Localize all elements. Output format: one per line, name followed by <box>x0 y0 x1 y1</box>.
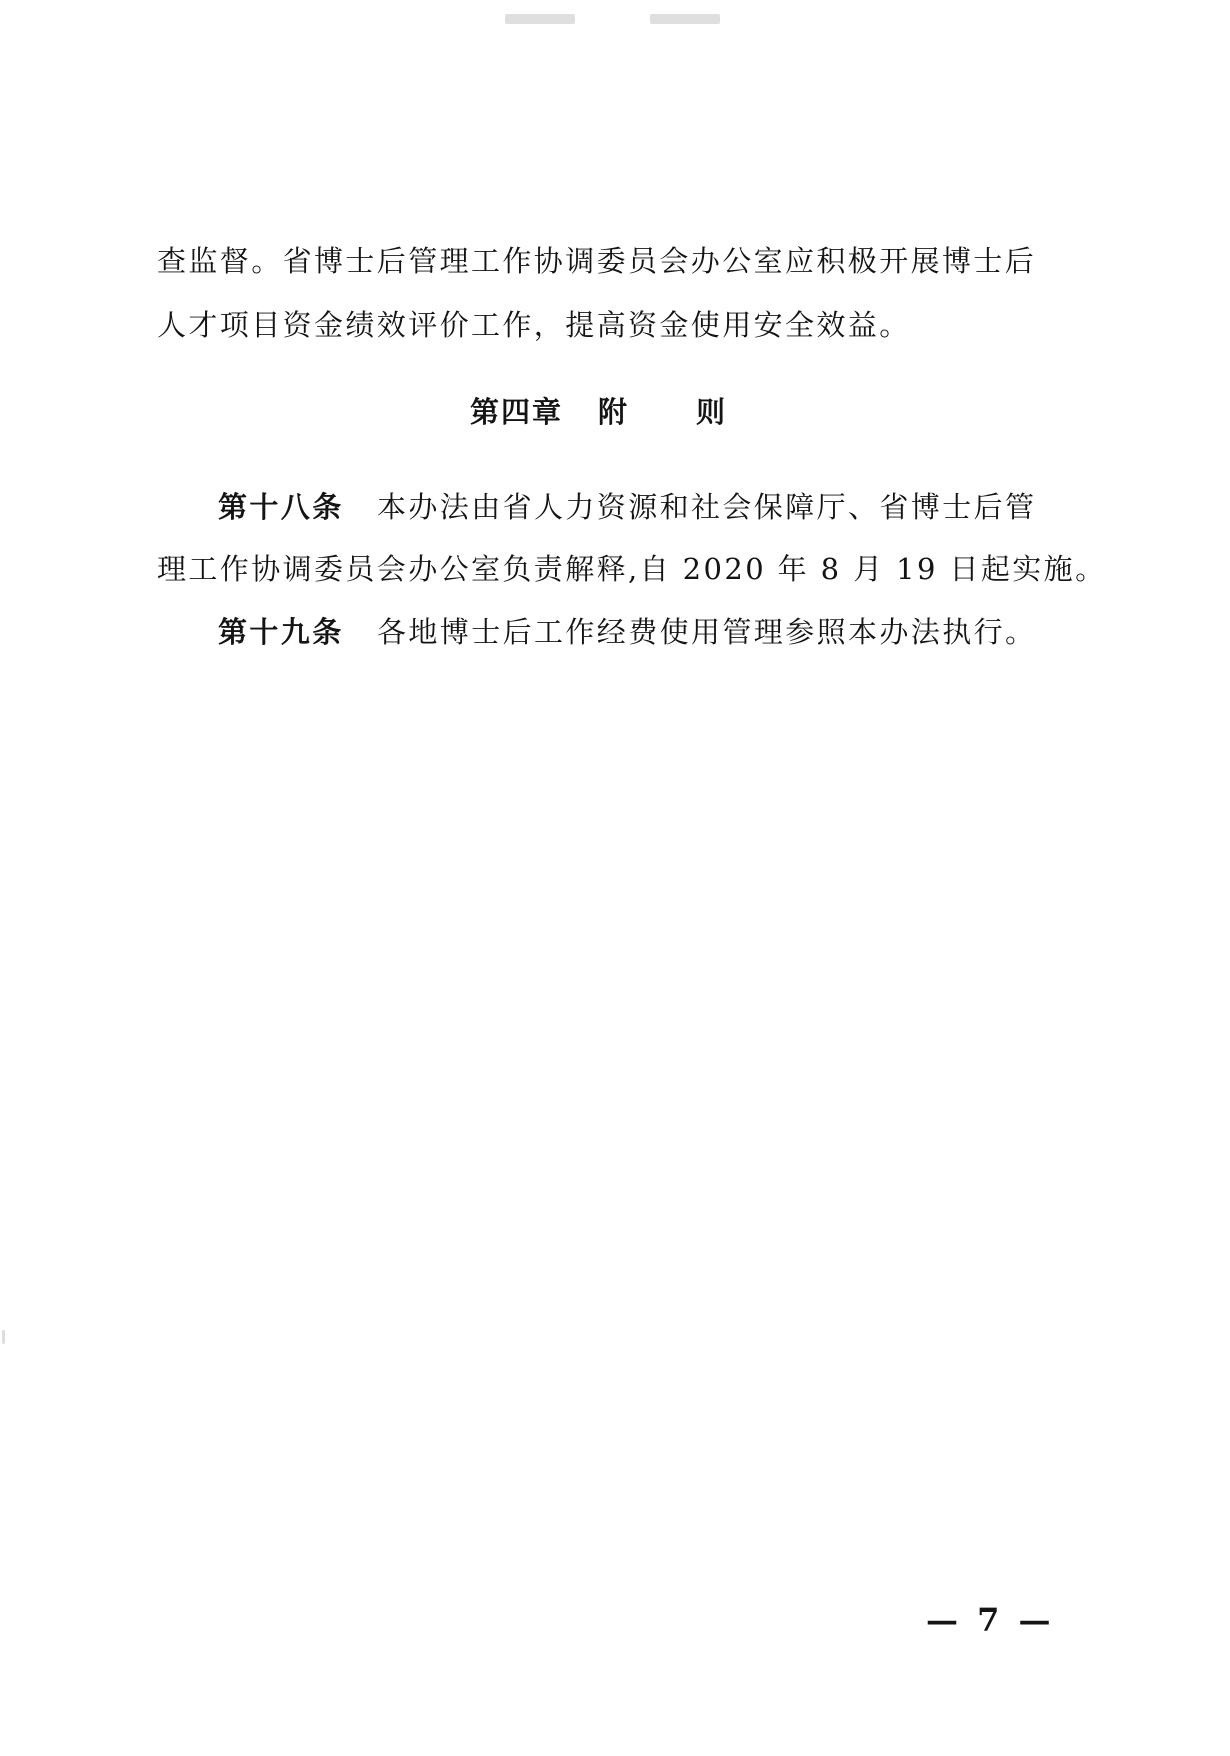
scan-mark <box>2 1330 5 1344</box>
article-19-label: 第十九条 <box>218 615 344 649</box>
scan-mark <box>505 14 575 24</box>
paragraph-line-1: 查监督。省博士后管理工作协调委员会办公室应积极开展博士后 <box>157 244 1037 278</box>
chapter-title-word-1: 附 <box>598 395 630 429</box>
article-18-line-2: 理工作协调委员会办公室负责解释,自 2020 年 8 月 19 日起实施。 <box>157 552 1107 586</box>
article-18-label: 第十八条 <box>218 490 344 524</box>
chapter-title-word-2: 则 <box>696 395 728 429</box>
page-number: — 7 — <box>926 1601 1055 1639</box>
article-18-line-1: 本办法由省人力资源和社会保障厅、省博士后管 <box>377 490 1037 524</box>
paragraph-line-2: 人才项目资金绩效评价工作，提高资金使用安全效益。 <box>157 308 911 342</box>
chapter-number: 第四章 <box>470 395 564 429</box>
article-19-text: 各地博士后工作经费使用管理参照本办法执行。 <box>377 615 1037 649</box>
scan-mark <box>650 14 720 24</box>
